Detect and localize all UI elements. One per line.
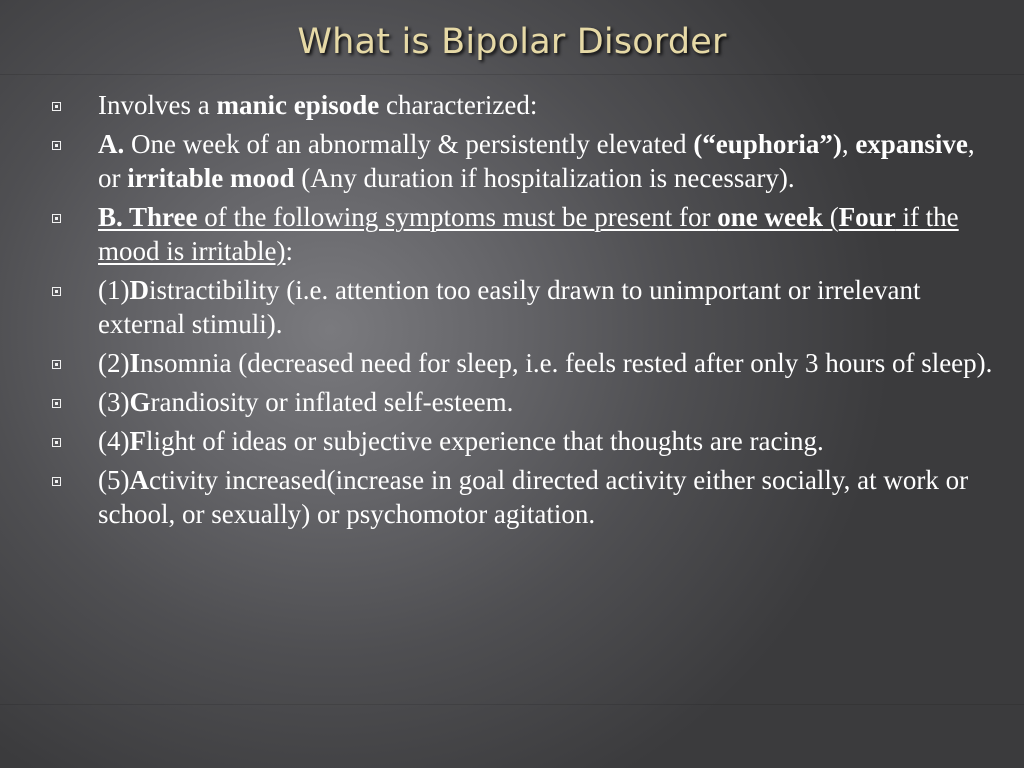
square-bullet-icon xyxy=(52,399,61,408)
square-bullet-icon xyxy=(52,360,61,369)
bullet-text-segment: F xyxy=(129,426,146,456)
bullet-text-segment: (1) xyxy=(98,275,130,305)
bullet-text-segment: (5) xyxy=(98,465,130,495)
bullet-text-segment: , or xyxy=(98,129,975,193)
bullet-text-segment: A xyxy=(129,465,149,495)
bullet-text-segment: light of ideas or subjective experience that thoughts are racing. xyxy=(145,426,824,456)
bullet-text-segment: ( xyxy=(822,202,839,232)
bullet-text-segment: Four xyxy=(838,202,896,232)
bullet-item xyxy=(52,200,998,268)
bullet-text-segment: ctivity increased(increase in goal directed activity either socially, at work or school, or sexually) or psychomotor agitation. xyxy=(98,465,969,529)
slide-title: What is Bipolar Disorder xyxy=(297,22,727,62)
bullet-item xyxy=(52,88,998,122)
bullet-text-segment: if the mood is irritable) xyxy=(98,202,959,266)
bullet-text-segment: , xyxy=(841,129,856,159)
bullet-item xyxy=(52,127,998,195)
bullet-text-segment: istractibility (i.e. attention too easily drawn to unimportant or irrelevant external stimuli). xyxy=(98,275,921,339)
bullet-text-segment: nsomnia (decreased need for sleep, i.e. feels rested after only 3 hours of sleep). xyxy=(140,348,993,378)
bullet-text-segment: (4) xyxy=(98,426,130,456)
bullet-text-segment: Involves a xyxy=(98,90,217,120)
bullet-item xyxy=(52,273,998,341)
bullet-text-segment: G xyxy=(129,387,151,417)
square-bullet-icon xyxy=(52,102,61,111)
bullet-text-segment: randiosity or inflated self-esteem. xyxy=(150,387,514,417)
square-bullet-icon xyxy=(52,287,61,296)
bullet-text-segment: One week of an abnormally & persistently elevated xyxy=(124,129,694,159)
bullet-item xyxy=(52,346,998,380)
bullet-text-segment: A. xyxy=(98,129,125,159)
bullet-text-segment: of the following symptoms must be present for xyxy=(197,202,718,232)
background-divider-top xyxy=(0,74,1024,75)
bullet-item xyxy=(52,385,998,419)
bullet-list xyxy=(52,88,998,536)
bullet-text-segment: (3) xyxy=(98,387,130,417)
bullet-text-segment: irritable mood xyxy=(127,163,295,193)
bullet-text-segment: B. Three xyxy=(98,202,198,232)
bullet-text-segment: D xyxy=(129,275,149,305)
bullet-text-segment: (2) xyxy=(98,348,130,378)
bullet-item xyxy=(52,424,998,458)
bullet-text-segment: (“euphoria”) xyxy=(693,129,842,159)
background-divider-bottom xyxy=(0,704,1024,705)
square-bullet-icon xyxy=(52,477,61,486)
square-bullet-icon xyxy=(52,214,61,223)
bullet-text-segment: (Any duration if hospitalization is necessary). xyxy=(294,163,795,193)
bullet-text-segment: manic episode xyxy=(216,90,380,120)
bullet-text-segment: one week xyxy=(717,202,823,232)
bullet-text-segment: : xyxy=(285,236,293,266)
bullet-text-segment: characterized: xyxy=(379,90,538,120)
square-bullet-icon xyxy=(52,438,61,447)
bullet-text-segment: expansive xyxy=(855,129,968,159)
bullet-item xyxy=(52,463,998,531)
bullet-text-segment: I xyxy=(129,348,140,378)
square-bullet-icon xyxy=(52,141,61,150)
